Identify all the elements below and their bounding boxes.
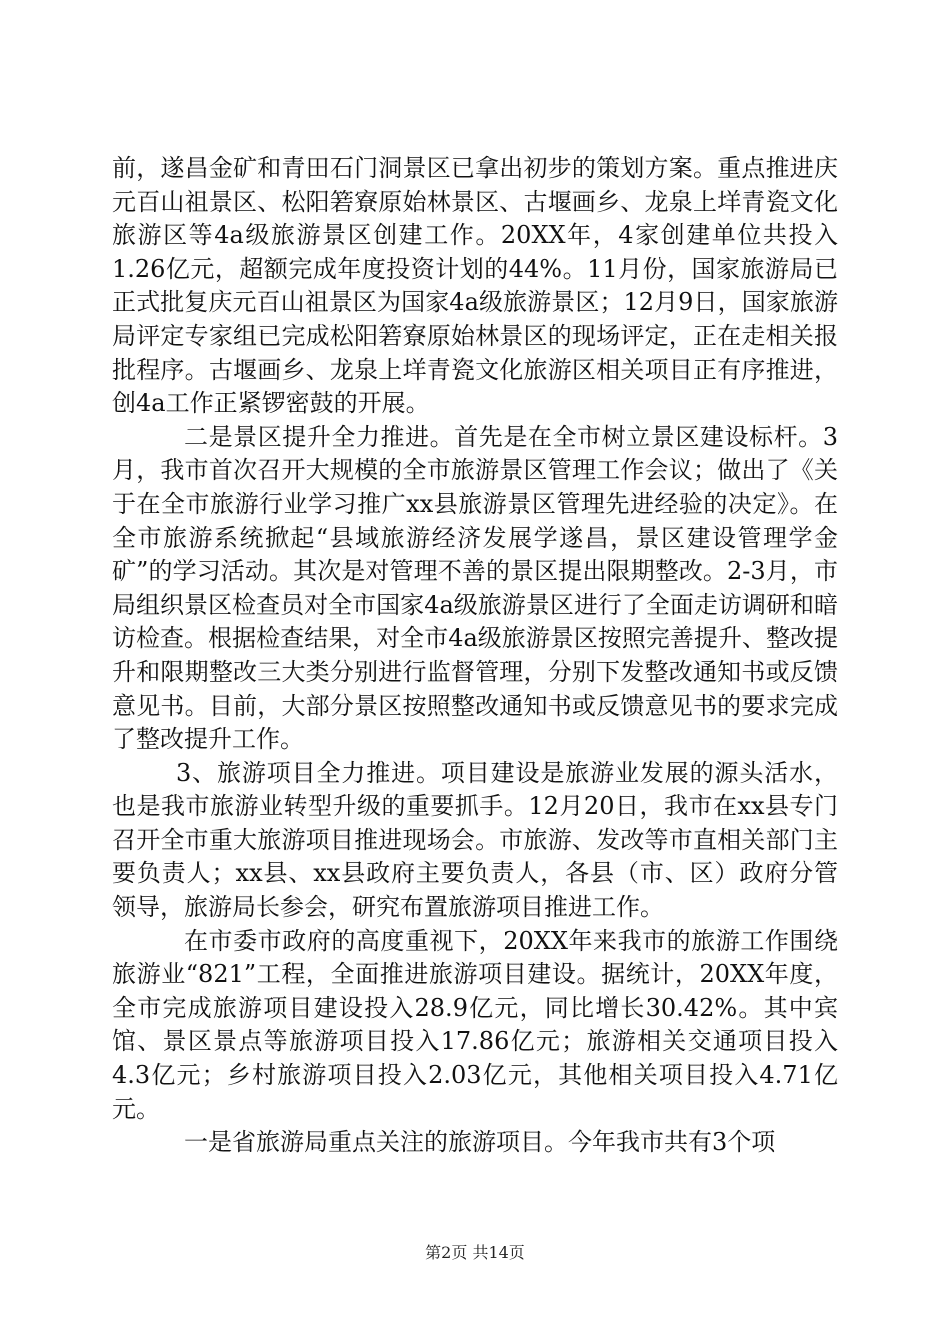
document-body bbox=[112, 152, 838, 1160]
page-footer: 第2页 共14页 bbox=[425, 1243, 525, 1262]
paragraph-3: 3、旅游项目全力推进。项目建设是旅游业发展的源头活水，也是我市旅游业转型升级的重要抓手。12月20日，我市在xx县专门召开全市重大旅游项目推进现场会。市旅游、发改等市直相关部门主要负责人；xx县、xx县政府主要负责人，各县（市、区）政府分管领导，旅游局长参会，研究布置旅游项目推进工作。 bbox=[112, 758, 838, 922]
paragraph-2: 二是景区提升全力推进。首先是在全市树立景区建设标杆。3月，我市首次召开大规模的全市旅游景区管理工作会议；做出了《关于在全市旅游行业学习推广xx县旅游景区管理先进经验的决定》。在全市旅游系统掀起“县域旅游经济发展学遂昌，景区建设管理学金矿”的学习活动。其次是对管理不善的景区提出限期整改。2-3月，市局组织景区检查员对全市国家4a级旅游景区进行了全面走访调研和暗访检查。根据检查结果，对全市4a级旅游景区按照完善提升、整改提升和限期整改三大类分别进行监督管理，分别下发整改通知书或反馈意见书。目前，大部分景区按照整改通知书或反馈意见书的要求完成了整改提升工作。 bbox=[112, 422, 838, 754]
paragraph-1: 前，遂昌金矿和青田石门洞景区已拿出初步的策划方案。重点推进庆元百山祖景区、松阳箬寮原始林景区、古堰画乡、龙泉上垟青瓷文化旅游区等4a级旅游景区创建工作。20XX年，4家创建单位共投入1.26亿元，超额完成年度投资计划的44%。11月份，国家旅游局已正式批复庆元百山祖景区为国家4a级旅游景区；12月9日，国家旅游局评定专家组已完成松阳箬寮原始林景区的现场评定，正在走相关报批程序。古堰画乡、龙泉上垟青瓷文化旅游区相关项目正有序推进，创4a工作正紧锣密鼓的开展。 bbox=[112, 154, 838, 418]
paragraph-5: 一是省旅游局重点关注的旅游项目。今年我市共有3个项 bbox=[184, 1128, 776, 1157]
paragraph-4: 在市委市政府的高度重视下，20XX年来我市的旅游工作围绕旅游业“821”工程，全面推进旅游项目建设。据统计，20XX年度，全市完成旅游项目建设投入28.9亿元，同比增长30.42%。其中宾馆、景区景点等旅游项目投入17.86亿元；旅游相关交通项目投入4.3亿元；乡村旅游项目投入2.03亿元，其他相关项目投入4.71亿元。 bbox=[112, 926, 838, 1123]
